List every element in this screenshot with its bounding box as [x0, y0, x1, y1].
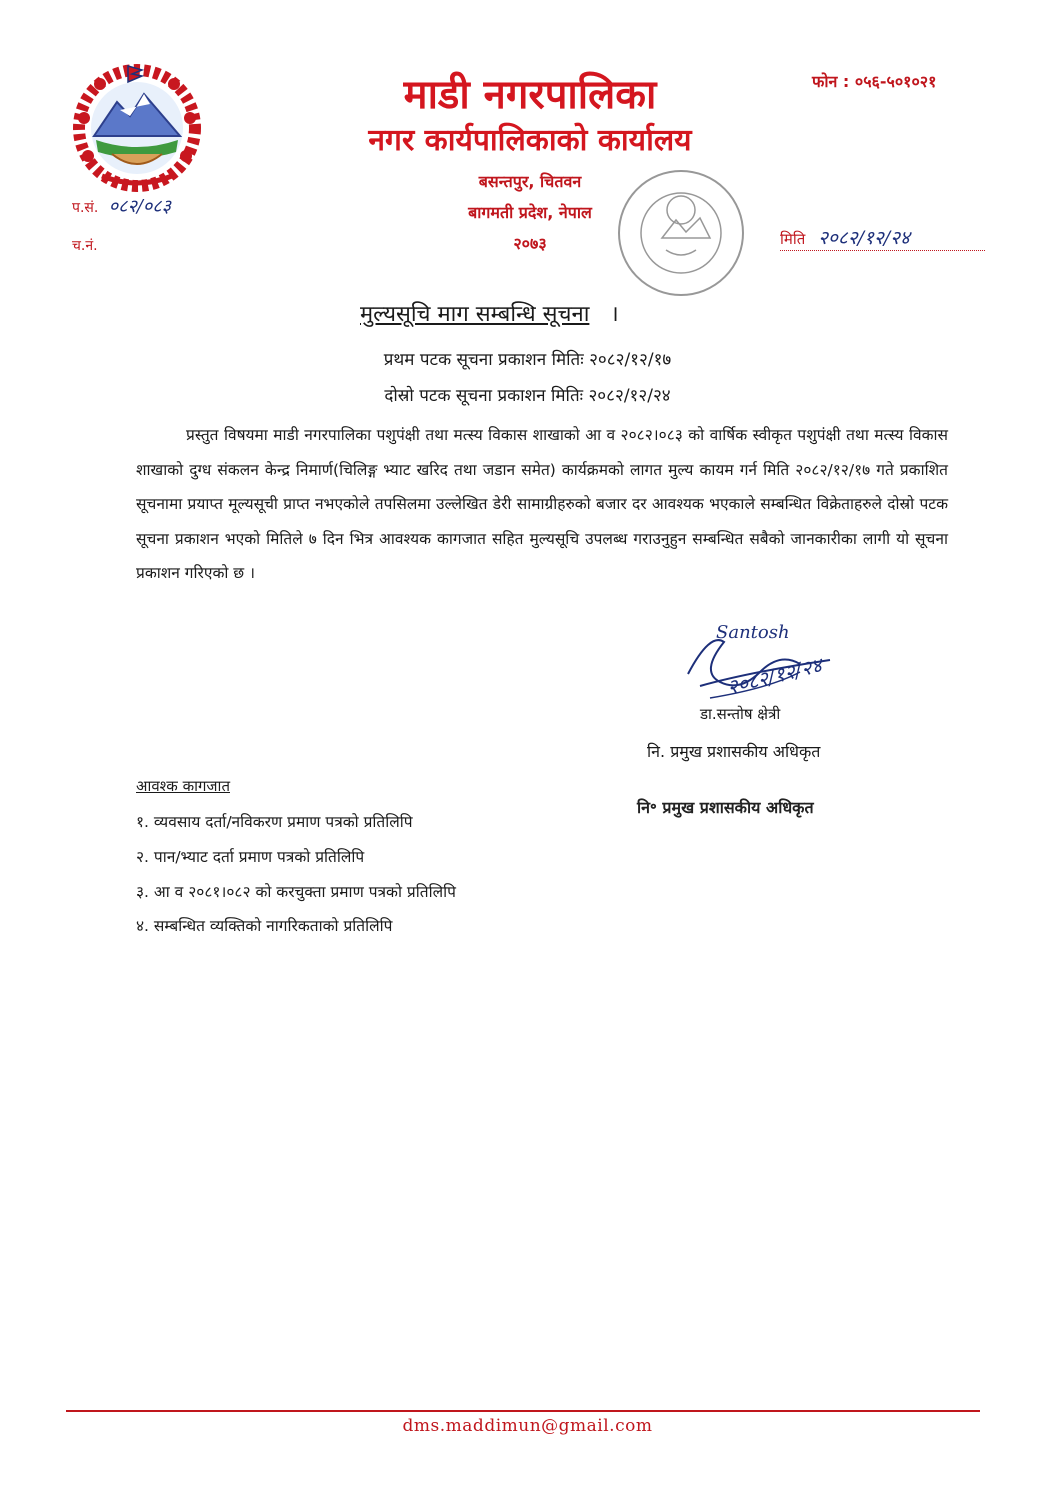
date-label: मिति: [780, 230, 806, 248]
list-item: १. व्यवसाय दर्ता/नविकरण प्रमाण पत्रको प्रतिलिपि: [136, 813, 413, 831]
subject-text: मुल्यसूचि माग सम्बन्धि सूचना: [360, 302, 590, 327]
office-name: नगर कार्यपालिकाको कार्यालय: [368, 123, 692, 158]
signatory-name: डा.सन्तोष क्षेत्री: [700, 705, 781, 723]
designation-stamp: नि॰ प्रमुख प्रशासकीय अधिकृत: [637, 798, 814, 817]
nepal-emblem-icon: [62, 56, 212, 196]
first-publish-date: प्रथम पटक सूचना प्रकाशन मितिः २०८२/१२/१७: [383, 350, 672, 370]
phone-number: फोन : ०५६-५०१०२१: [812, 72, 937, 91]
ref-no-label: प.सं.: [72, 200, 99, 216]
footer-email: dms.maddimun@gmail.com: [402, 1416, 653, 1436]
list-item: २. पान/भ्याट दर्ता प्रमाण पत्रको प्रतिलिपि: [136, 848, 365, 866]
notice-body: प्रस्तुत विषयमा माडी नगरपालिका पशुपंक्षी तथा मत्स्य विकास शाखाको आ व २०८२।०८३ को वार्षिक स्वीकृत पशुपंक्षी तथा मत्स्य विकास शाखाको दुग्ध संकलन केन्द्र निमार्ण(चिलिङ्ग भ्याट खरिद तथा जडान समेत) कार्यक्रमको लागत मुल्य कायम गर्न मिति २०८२/१२/१७ गते प्रकाशित सूचनामा प्रयाप्त मूल्यसूची प्राप्त नभएकोले तपसिलमा उल्लेखित डेरी सामाग्रीहरुको बजार दर आवश्यक भएकाले सम्बन्धित विक्रेताहरुले दोस्रो पटक सूचना प्रकाशन भएको मितिले ७ दिन भित्र आवश्यक कागजात सहित मुल्यसूचि उपलब्ध गराउनुहुन सम्बन्धित सबैको जानकारीका लागी यो सूचना प्रकाशन गरिएको छ ।: [136, 426, 948, 582]
documents-heading: आवश्क कागजात: [136, 777, 230, 795]
footer-divider: [66, 1410, 980, 1412]
signature-block: [680, 612, 870, 712]
subject-end: ।: [610, 302, 619, 327]
date-line: [780, 224, 985, 251]
address-line-2: बागमती प्रदेश, नेपाल: [468, 203, 592, 222]
address-line-1: बसन्तपुर, चितवन: [478, 172, 582, 191]
signature-handwritten: Santosh: [716, 622, 790, 643]
date-value: २०८२/१२/२४: [818, 227, 910, 249]
second-publish-date: दोस्रो पटक सूचना प्रकाशन मितिः २०८२/१२/२४: [384, 386, 671, 406]
org-name: माडी नगरपालिका: [403, 72, 657, 118]
signatory-title: नि. प्रमुख प्रशासकीय अधिकृत: [647, 742, 821, 761]
ref-no-value: ०८२/०८३: [108, 196, 172, 217]
notice-subject: [360, 298, 619, 328]
office-seal-icon: [606, 158, 756, 308]
signature-date: २०८२/१२/२४: [724, 652, 825, 700]
list-item: ४. सम्बन्धित व्यक्तिको नागरिकताको प्रतिलिपि: [136, 917, 393, 935]
established-year: २०७३: [513, 234, 547, 253]
list-item: ३. आ व २०८१।०८२ को करचुक्ता प्रमाण पत्रको प्रतिलिपि: [136, 883, 456, 901]
dispatch-no-label: च.नं.: [72, 238, 98, 254]
ref-no: [72, 194, 171, 218]
